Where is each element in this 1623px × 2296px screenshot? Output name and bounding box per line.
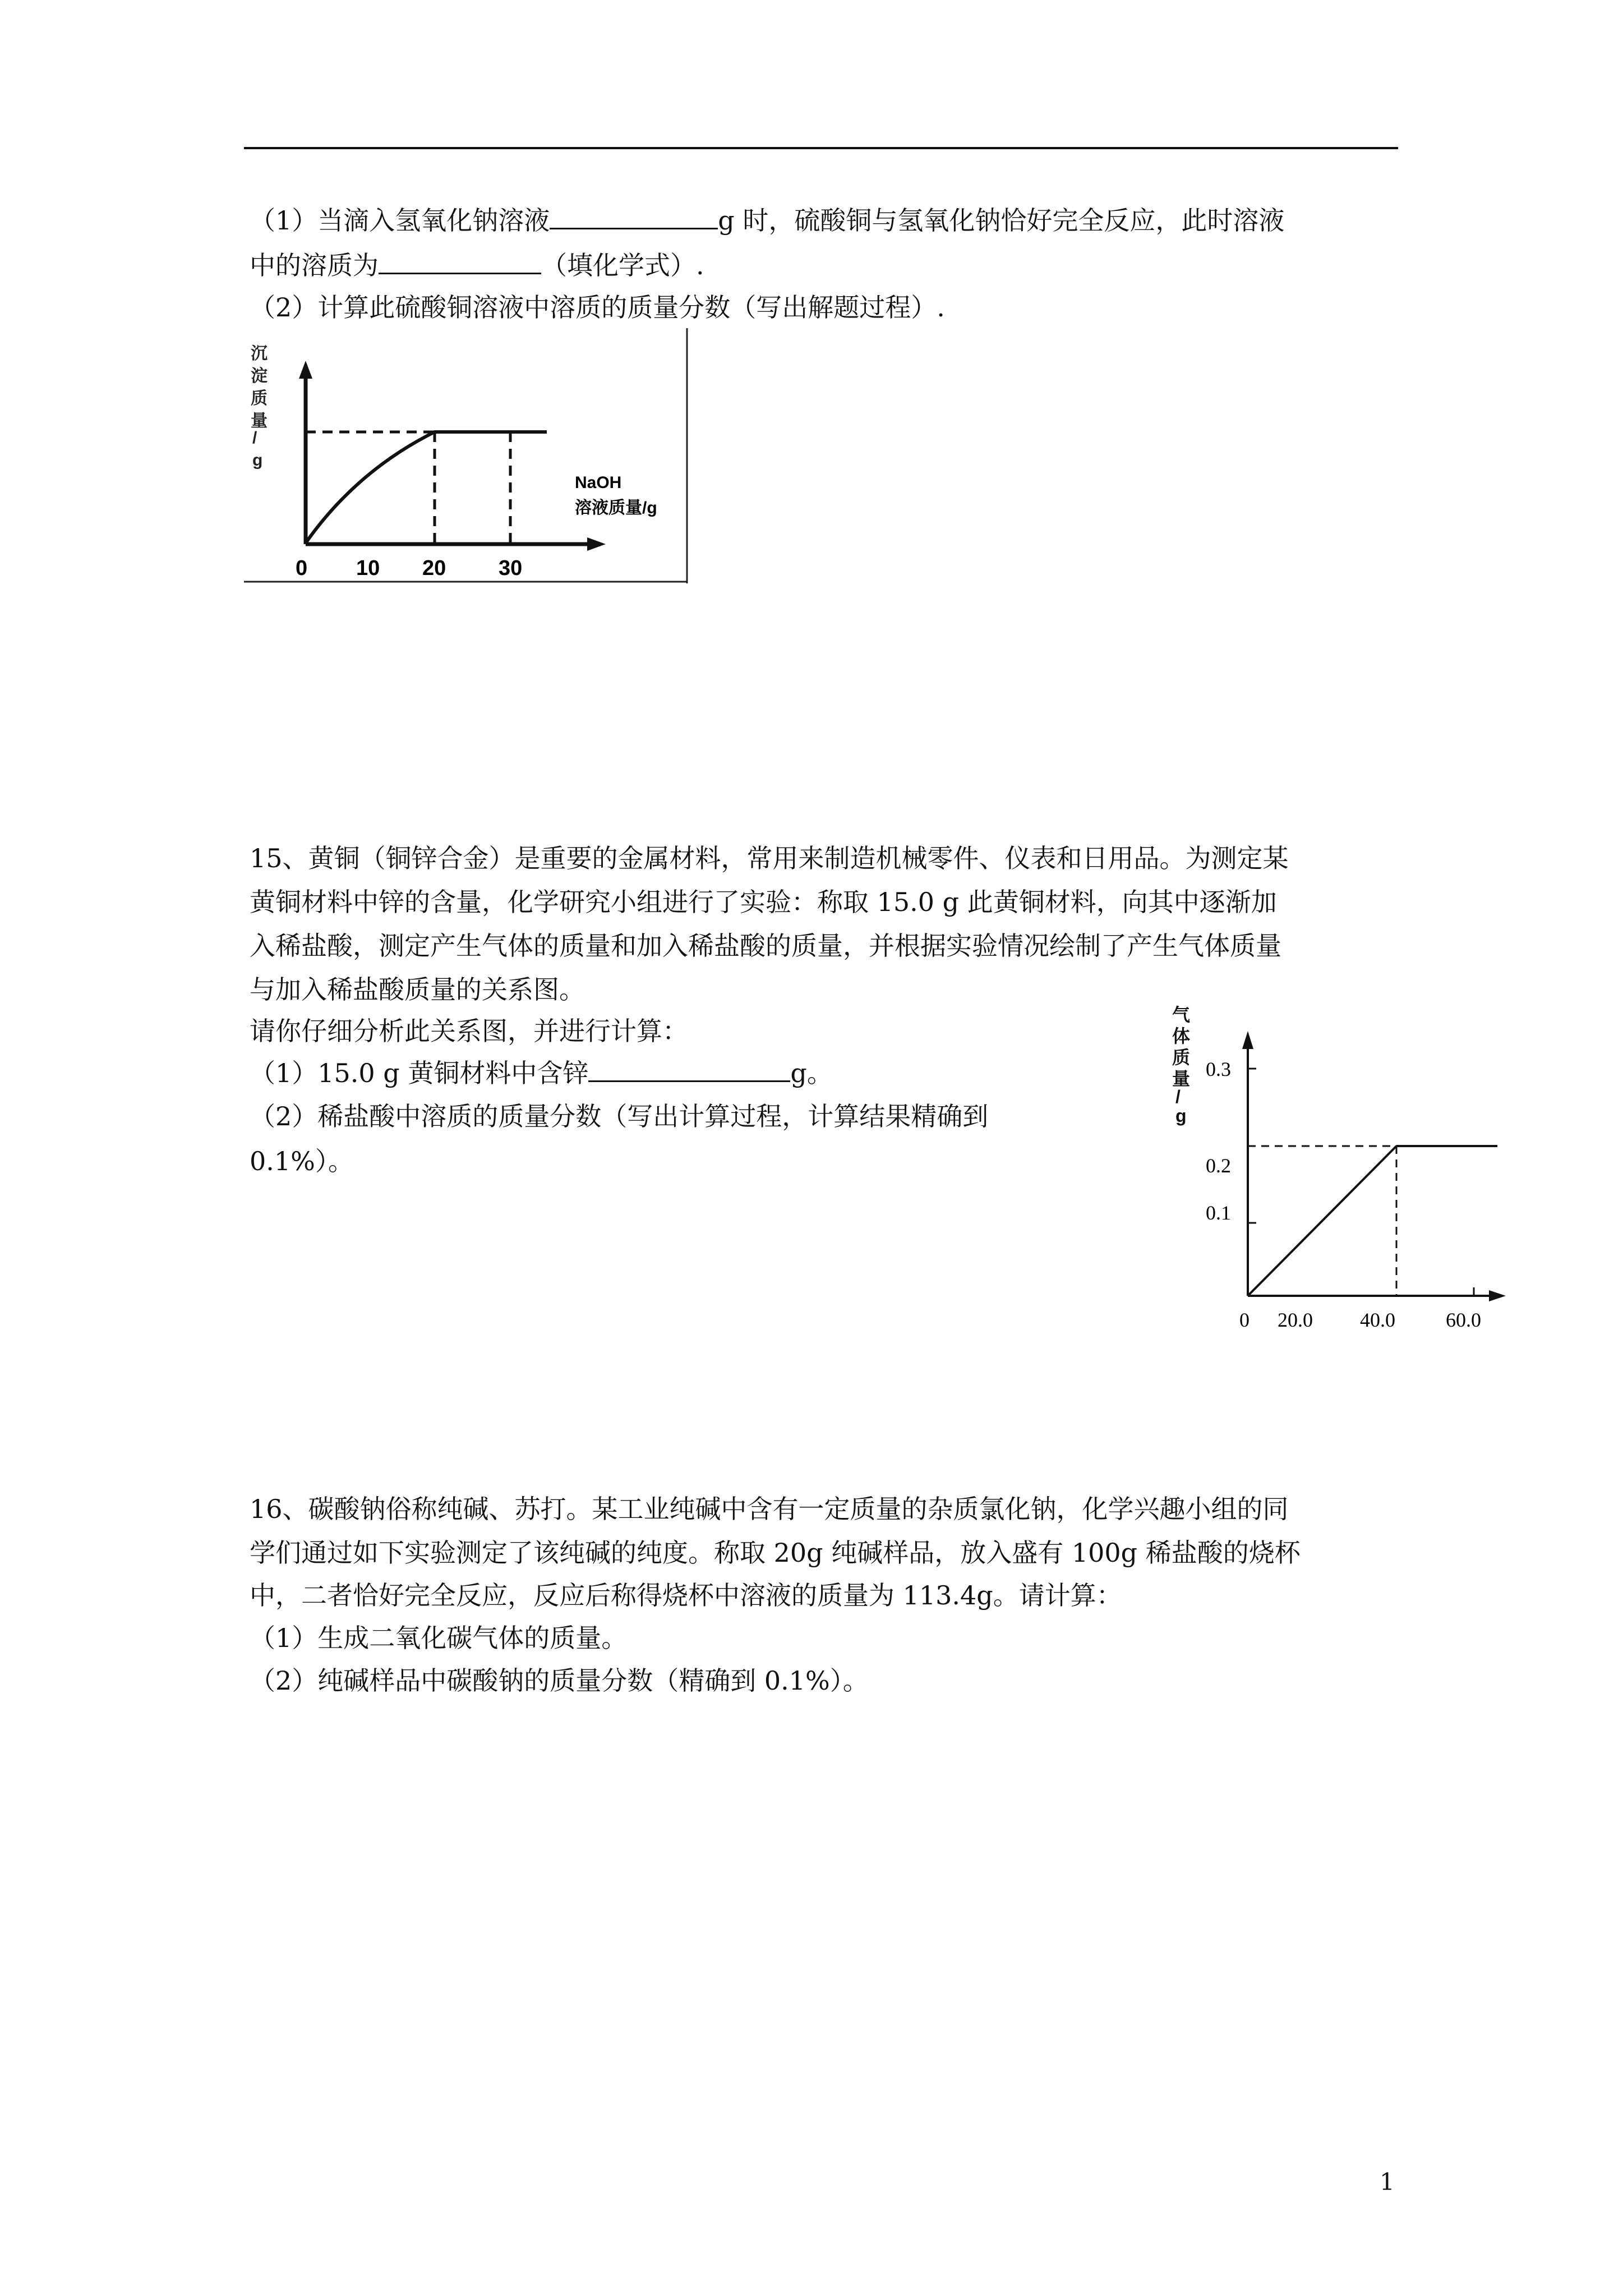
q16-sub-1: （1）生成二氧化碳气体的质量。 xyxy=(250,1623,628,1653)
x-tick: 20.0 xyxy=(1278,1309,1313,1331)
y-label-char: 沉 xyxy=(251,344,268,363)
header-rule xyxy=(244,147,1398,149)
answer-blank[interactable] xyxy=(379,248,541,274)
y-label-char: / xyxy=(252,429,257,447)
x-label-naoh: NaOH xyxy=(575,473,622,492)
x-tick: 0 xyxy=(1239,1309,1249,1331)
tick-label: 10 xyxy=(356,556,380,580)
y-tick: 0.3 xyxy=(1206,1058,1231,1080)
q15-line-1: 15、黄铜（铜锌合金）是重要的金属材料，常用来制造机械零件、仪表和日用品。为测定某 xyxy=(250,843,1289,873)
tick-label: 30 xyxy=(499,556,523,580)
y-label-char: 量 xyxy=(1172,1069,1191,1089)
gas-line-rising xyxy=(1248,1146,1396,1296)
y-label-char: 淀 xyxy=(251,367,268,385)
q15-line-2: 黄铜材料中锌的含量，化学研究小组进行了实验：称取 15.0 g 此黄铜材料，向其中逐渐加 xyxy=(250,887,1277,917)
x-tick: 40.0 xyxy=(1360,1309,1395,1331)
y-label-char: 质 xyxy=(251,389,268,408)
tick-label: 20 xyxy=(422,556,446,580)
q15-line-5: 请你仔细分析此关系图，并进行计算： xyxy=(250,1016,688,1046)
y-tick: 0.2 xyxy=(1206,1154,1231,1177)
q14-line-1: （1）当滴入氢氧化钠溶液 g 时，硫酸铜与氢氧化钠恰好完全反应，此时溶液 xyxy=(250,203,1284,237)
y-label-char: 质 xyxy=(1172,1047,1191,1068)
q15-line-3: 入稀盐酸，测定产生气体的质量和加入稀盐酸的质量，并根据实验情况绘制了产生气体质量 xyxy=(250,931,1281,961)
y-label-char: g xyxy=(1175,1106,1187,1126)
q15-sub-2-cont: 0.1%）。 xyxy=(250,1146,354,1176)
gas-mass-graph xyxy=(1155,999,1559,1371)
q16-line-3: 中，二者恰好完全反应，反应后称得烧杯中溶液的质量为 113.4g。请计算： xyxy=(250,1580,1122,1611)
y-axis-arrow xyxy=(1242,1031,1253,1049)
precipitate-graph xyxy=(244,328,693,586)
x-axis-arrow xyxy=(587,537,606,551)
q15-sub-2: （2）稀盐酸中溶质的质量分数（写出计算过程，计算结果精确到 xyxy=(250,1101,989,1131)
y-label-char: 体 xyxy=(1172,1026,1191,1046)
x-tick: 60.0 xyxy=(1446,1309,1481,1331)
tick-label: 0 xyxy=(296,556,308,580)
y-tick: 0.1 xyxy=(1206,1202,1231,1224)
answer-blank[interactable] xyxy=(588,1056,790,1082)
x-axis-arrow xyxy=(1489,1290,1506,1301)
y-label-char: 气 xyxy=(1172,1005,1191,1025)
q16-line-1: 16、碳酸钠俗称纯碱、苏打。某工业纯碱中含有一定质量的杂质氯化钠，化学兴趣小组的同 xyxy=(250,1494,1289,1524)
page-number: 1 xyxy=(1380,2168,1395,2196)
q14-line-2: 中的溶质为 （填化学式）. xyxy=(250,248,704,282)
q15-sub-1: （1）15.0 g 黄铜材料中含锌 g。 xyxy=(250,1056,833,1090)
y-label-char: / xyxy=(1175,1087,1181,1107)
y-axis-arrow xyxy=(299,361,312,379)
x-label-mass: 溶液质量/g xyxy=(575,499,657,517)
answer-blank[interactable] xyxy=(550,203,718,229)
q16-sub-2: （2）纯碱样品中碳酸钠的质量分数（精确到 0.1%）。 xyxy=(250,1665,869,1696)
q14-line-3: （2）计算此硫酸铜溶液中溶质的质量分数（写出解题过程）. xyxy=(250,292,945,323)
y-label-char: g xyxy=(252,451,263,470)
q16-line-2: 学们通过如下实验测定了该纯碱的纯度。称取 20g 纯碱样品，放入盛有 100g 稀盐酸的烧杯 xyxy=(250,1538,1301,1568)
q15-line-4: 与加入稀盐酸质量的关系图。 xyxy=(250,974,585,1005)
y-label-char: 量 xyxy=(251,412,268,430)
